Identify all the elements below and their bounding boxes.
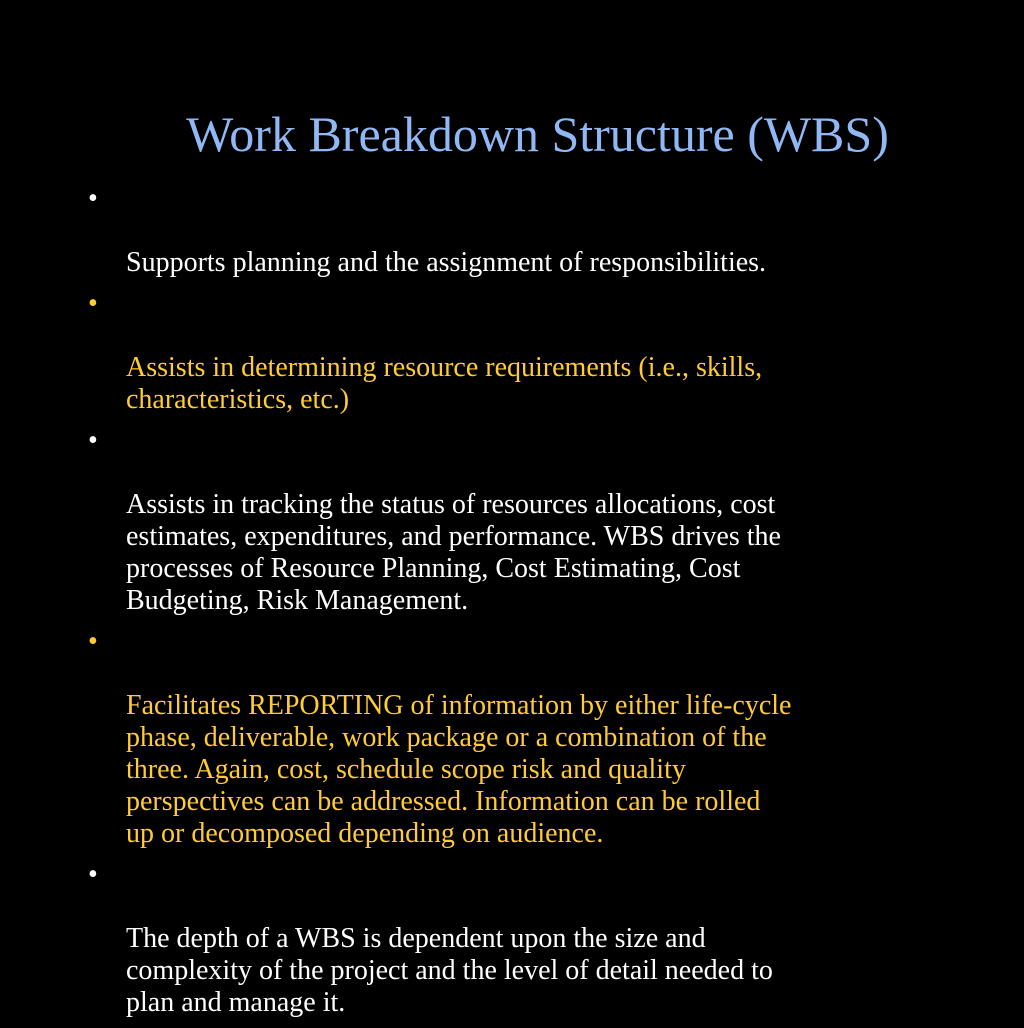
bullet-item xyxy=(82,288,942,416)
bullet-icon: • xyxy=(88,859,98,890)
bullet-text: Assists in determining resource requirements (i.e., skills, characteristics, etc.) xyxy=(126,352,763,415)
slide-title: Work Breakdown Structure (WBS) xyxy=(186,106,889,162)
bullet-icon: • xyxy=(88,425,98,456)
bullet-text: The depth of a WBS is dependent upon the size and complexity of the project and the level of detail needed to plan and manage it. xyxy=(126,923,773,1018)
bullet-list xyxy=(82,183,942,1028)
bullet-item xyxy=(82,626,942,850)
bullet-text: Facilitates REPORTING of information by either life-cycle phase, deliverable, work package or a combination of the three. Again, cost, schedule scope risk and quality perspectives can be addressed. Information can be rolled up or decomposed depending on audience. xyxy=(126,690,792,849)
bullet-item xyxy=(82,183,942,279)
bullet-icon: • xyxy=(88,183,98,214)
bullet-text: Supports planning and the assignment of responsibilities. xyxy=(126,247,767,278)
bullet-icon: • xyxy=(88,288,98,319)
bullet-text: Assists in tracking the status of resources allocations, cost estimates, expenditures, and performance. WBS drives the processes of Resource Planning, Cost Estimating, Cost Budgeting, Risk Management. xyxy=(126,489,781,616)
bullet-item xyxy=(82,425,942,617)
bullet-icon: • xyxy=(88,626,98,657)
bullet-item xyxy=(82,859,942,1019)
